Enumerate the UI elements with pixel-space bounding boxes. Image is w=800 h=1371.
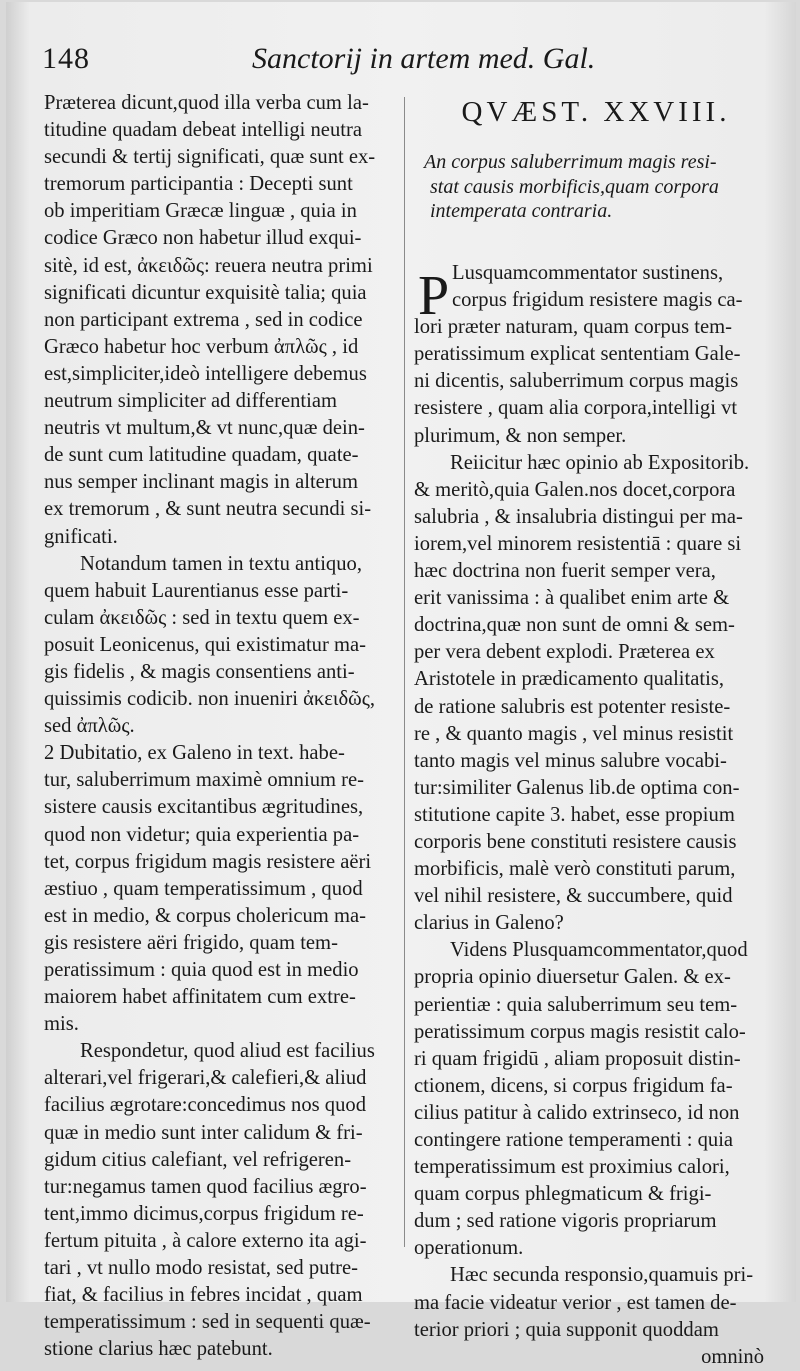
text-line: ni dicentis, saluberrimum corpus magis	[414, 370, 739, 393]
text-line: tari , vt nullo modo resistat, sed putre-	[44, 1257, 358, 1280]
text-line: quod non videtur; quia experientia pa-	[44, 823, 360, 846]
text-line: tent,immo dicimus,corpus frigidum re-	[44, 1202, 364, 1225]
text-line: de sunt cum latitudine quadam, quate-	[44, 444, 359, 467]
page-header	[32, 42, 772, 82]
text-line: propria opinio diuersetur Galen. & ex-	[414, 966, 731, 989]
text-line: Respondetur, quod aliud est facilius	[80, 1040, 375, 1063]
text-line: est in medio, & corpus cholericum ma-	[44, 904, 366, 927]
text-line: sed ἀπλῶς.	[44, 715, 135, 738]
text-line: posuit Leonicenus, qui existimatur ma-	[44, 633, 366, 656]
text-line: cilius patitur à calido extrinseco, id non	[414, 1101, 740, 1124]
text-line: salubria , & insalubria distingui per ma-	[414, 505, 743, 528]
text-line: Reiicitur hæc opinio ab Expositorib.	[450, 451, 750, 474]
text-line: clarius in Galeno?	[414, 912, 564, 935]
column-divider	[404, 97, 405, 1247]
text-line: & meritò,quia Galen.nos docet,corpora	[414, 478, 736, 501]
text-line: tur:similiter Galenus lib.de optima con-	[414, 776, 740, 799]
text-line: est,simpliciter,ideò intelligere debemus	[44, 362, 367, 385]
question-title: QVÆST. XXVIII.	[461, 96, 731, 128]
text-line: ob imperitiam Græcæ linguæ , quia in	[44, 200, 357, 223]
text-line: temperatissimum est proximius calori,	[414, 1156, 730, 1179]
text-line: dum ; sed ratione vigoris propriarum	[414, 1210, 717, 1233]
text-line: 2 Dubitatio, ex Galeno in text. habe-	[44, 742, 345, 765]
text-line: Lusquamcommentator sustinens,	[452, 262, 724, 284]
subtitle-line: An corpus saluberrimum magis resi-	[424, 151, 717, 173]
text-line: erit vanissima : à qualibet enim arte &	[414, 587, 730, 610]
text-line: quæ in medio sunt inter calidum & fri-	[44, 1121, 363, 1144]
text-line: alterari,vel frigerari,& calefieri,& aliud	[44, 1067, 367, 1090]
text-line: vel nihil resistere, & succumbere, quid	[414, 885, 733, 908]
text-line: codice Græco non habetur illud exqui-	[44, 227, 362, 250]
page-number: 148	[42, 42, 90, 75]
text-line: non participant extrema , sed in codice	[44, 308, 363, 331]
text-line: culam ἀκειδῶς : sed in textu quem ex-	[44, 606, 360, 629]
text-line: de ratione salubris est potenter resiste-	[414, 695, 731, 718]
text-line: gis resistere aëri frigido, quam tem-	[44, 931, 338, 954]
running-head: Sanctorij in artem med. Gal.	[252, 42, 596, 75]
left-column	[44, 90, 404, 1363]
question-subtitle	[424, 150, 784, 224]
text-line: facilius ægrotare:concedimus nos quod	[44, 1094, 366, 1117]
text-line: neutrum simpliciter ad differentiam	[44, 390, 337, 413]
text-line: tur:negamus tamen quod facilius ægro-	[44, 1175, 367, 1198]
text-line: Notandum tamen in textu antiquo,	[80, 552, 362, 575]
text-line: gis fidelis , & magis consentiens anti-	[44, 660, 355, 683]
text-line: corpus frigidum resistere magis ca-	[452, 289, 743, 312]
text-line: operationum.	[414, 1237, 524, 1260]
text-line: plurimum, & non semper.	[414, 424, 627, 447]
text-line: corporis bene constituti resistere causis	[414, 830, 737, 853]
text-line: hæc doctrina non fuerit semper vera,	[414, 560, 716, 583]
text-line: ctionem, dicens, si corpus frigidum fa-	[414, 1074, 733, 1097]
text-line: re , & quanto magis , vel minus resistit	[414, 722, 734, 745]
text-line: Videns Plusquamcommentator,quod	[450, 939, 748, 962]
text-line: quem habuit Laurentianus esse parti-	[44, 579, 349, 602]
text-line: perientiæ : quia saluberrimum seu tem-	[414, 993, 738, 1016]
text-line: tremorum participantia : Decepti sunt	[44, 173, 353, 196]
text-line: quissimis codicib. non inueniri ἀκειδῶς,	[44, 688, 376, 711]
subtitle-line: intemperata contraria.	[430, 200, 613, 222]
text-line: contingere ratione temperamenti : quia	[414, 1129, 734, 1151]
text-line: tur, saluberrimum maximè omnium re-	[44, 769, 365, 792]
text-line: temperatissimum : sed in sequenti quæ-	[44, 1311, 371, 1334]
text-line: resistere , quam alia corpora,intelligi vt	[414, 397, 738, 420]
text-line: significati dicuntur exquisitè talia; quia	[44, 281, 367, 304]
text-line: Hæc secunda responsio,quamuis pri-	[450, 1264, 754, 1287]
text-line: peratissimum : quia quod est in medio	[44, 959, 359, 981]
drop-cap: P	[418, 265, 450, 327]
text-line: tanto magis vel minus salubre vocabi-	[414, 749, 727, 772]
catchword: omninò	[701, 1345, 764, 1368]
text-line: sitè, id est, ἀκειδῶς: reuera neutra primi	[44, 254, 373, 277]
text-line: titudine quadam debeat intelligi neutra	[44, 119, 362, 142]
text-line: mis.	[44, 1013, 79, 1036]
text-line: sistere causis excitantibus ægritudines,	[44, 796, 364, 819]
text-line: terior priori ; quia supponit quoddam	[414, 1318, 719, 1341]
text-line: æstiuo , quam temperatissimum , quod	[44, 877, 363, 900]
text-line: ex tremorum , & sunt neutra secundi si-	[44, 498, 372, 521]
text-line: tet, corpus frigidum magis resistere aëri	[44, 850, 372, 873]
text-line: stione clarius hæc patebunt.	[44, 1338, 273, 1361]
text-line: secundi & tertij significati, quæ sunt ex-	[44, 146, 376, 169]
text-line: Græco habetur hoc verbum ἀπλῶς , id	[44, 335, 359, 358]
text-line: fiat, & facilius in febres incidat , quam	[44, 1284, 363, 1307]
text-line: iorem,vel minorem resistentiā : quare si	[414, 532, 742, 555]
text-line: Præterea dicunt,quod illa verba cum la-	[44, 92, 369, 114]
text-line: stitutione capite 3. habet, esse propium	[414, 803, 735, 826]
text-line: gnificati.	[44, 525, 118, 548]
text-line: peratissimum explicat sententiam Gale-	[414, 343, 741, 366]
subtitle-line: stat causis morbificis,quam corpora	[430, 175, 719, 198]
text-line: maiorem habet affinitatem cum extre-	[44, 986, 356, 1009]
text-line: nus semper inclinant magis in alterum	[44, 471, 358, 494]
right-column	[414, 260, 788, 1371]
text-line: morbificis, malè verò constituti parum,	[414, 858, 736, 881]
text-line: fertum pituita , à calore externo ita agi-	[44, 1229, 367, 1252]
text-line: neutris vt multum,& vt nunc,quæ dein-	[44, 417, 365, 440]
text-line: Aristotele in prædicamento qualitatis,	[414, 668, 724, 691]
text-line: peratissimum corpus magis resistit calo-	[414, 1020, 746, 1043]
text-line: doctrina,quæ non sunt de omni & sem-	[414, 614, 735, 637]
book-page	[6, 2, 796, 1368]
text-line: per vera debent explodi. Præterea ex	[414, 641, 715, 664]
text-line: ri quam frigidū , aliam proposuit distin-	[414, 1047, 741, 1070]
text-line: ma facie videatur verior , est tamen de-	[414, 1291, 737, 1314]
text-line: gidum citius calefiant, vel refrigeren-	[44, 1148, 352, 1171]
text-line: quam corpus phlegmaticum & frigi-	[414, 1183, 712, 1206]
text-line: lori præter naturam, quam corpus tem-	[414, 316, 732, 339]
